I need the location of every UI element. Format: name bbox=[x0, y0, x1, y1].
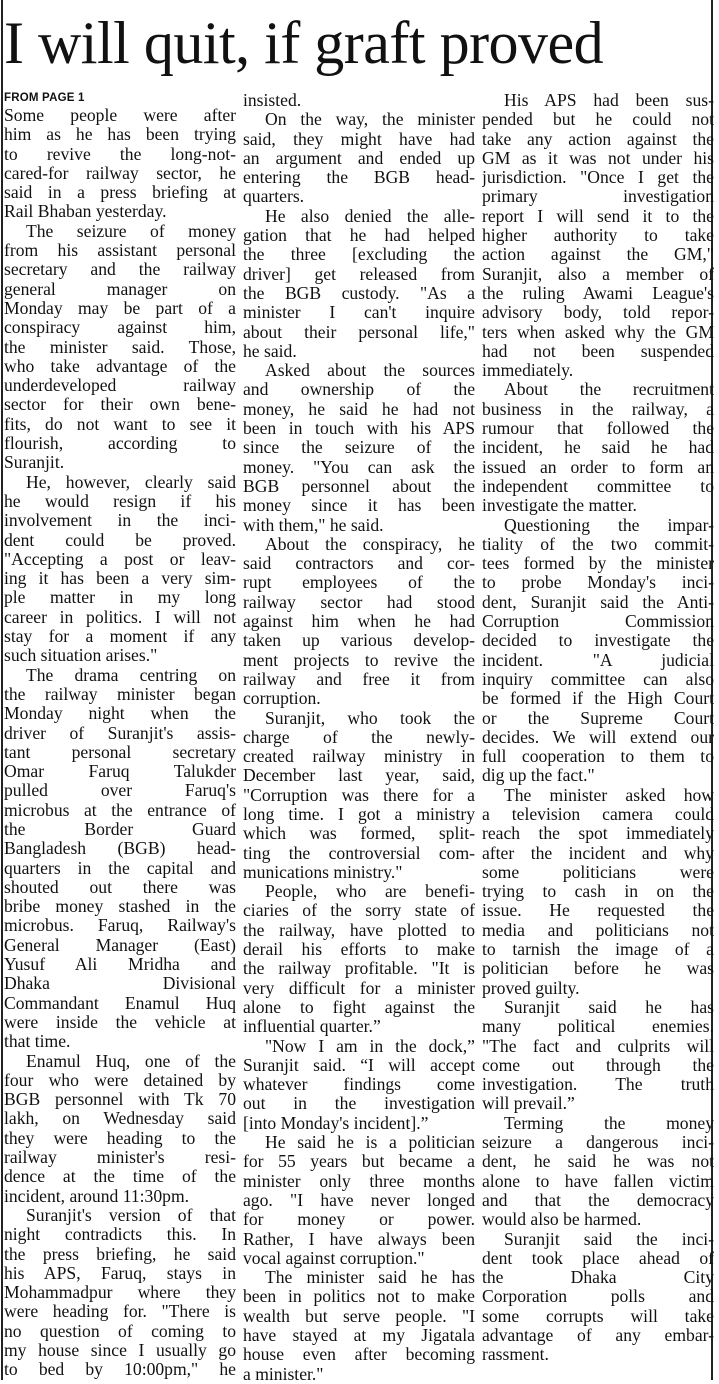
text-line: that time. bbox=[4, 1032, 71, 1052]
article-column-1 bbox=[4, 91, 236, 1380]
text-line: influential quarter.” bbox=[243, 1017, 381, 1037]
text-line: His APS had been sus- bbox=[504, 91, 714, 110]
text-line: bribe money stashed in the bbox=[4, 897, 236, 917]
text-line: him as he has been trying bbox=[4, 125, 236, 145]
text-line: Rail Bhaban yesterday. bbox=[4, 202, 167, 222]
text-line: reach the spot immediately bbox=[482, 824, 714, 844]
article-paragraph bbox=[243, 709, 475, 883]
text-line: to tarnish the image of a bbox=[482, 940, 714, 960]
text-line: media and politicians not bbox=[482, 920, 714, 940]
text-line: GM as it was not under his bbox=[482, 148, 714, 168]
text-line: immediately. bbox=[482, 361, 574, 381]
column-body bbox=[243, 91, 475, 1384]
text-line: stay for a moment if any bbox=[4, 627, 236, 647]
text-line: such situation arises." bbox=[4, 646, 158, 666]
text-line: money, he said he had not bbox=[243, 399, 475, 419]
text-line: some corrupts will take bbox=[482, 1306, 714, 1326]
text-line: He also denied the alle- bbox=[265, 206, 475, 226]
text-line: "Now I am in the dock,” bbox=[265, 1036, 475, 1056]
article-paragraph bbox=[243, 1268, 475, 1384]
article-paragraph bbox=[243, 1037, 475, 1133]
article-paragraph bbox=[4, 1052, 236, 1206]
article-column-3 bbox=[482, 91, 714, 1365]
text-line: Suranjit. bbox=[4, 453, 65, 473]
text-line: The seizure of money bbox=[26, 221, 236, 241]
text-line: be formed if the High Court bbox=[482, 689, 714, 709]
text-line: career in politics. I will not bbox=[4, 607, 236, 627]
article-paragraph bbox=[482, 998, 714, 1114]
text-line: have stayed at my Jigatala bbox=[243, 1326, 475, 1345]
text-line: the Dhaka City bbox=[482, 1268, 714, 1288]
text-line: dent, he said he was not bbox=[482, 1152, 714, 1172]
text-line: General Manager (East) bbox=[4, 935, 236, 955]
text-line: since the seizure of the bbox=[243, 438, 475, 458]
text-line: were heading for. "There is bbox=[4, 1302, 236, 1322]
text-line: flourish, according to bbox=[4, 434, 236, 454]
text-line: my house since I usually go bbox=[4, 1341, 236, 1360]
text-line: The drama centring on bbox=[26, 665, 236, 685]
text-line: Suranjit, who took the bbox=[265, 708, 475, 728]
text-line: incident. "A judicial bbox=[482, 650, 714, 670]
text-line: advantage of any embar- bbox=[482, 1326, 714, 1345]
article-paragraph bbox=[4, 473, 236, 666]
text-line: about their personal life," bbox=[243, 322, 475, 342]
text-line: derail his efforts to make bbox=[243, 940, 475, 960]
text-line: for money or power. bbox=[243, 1210, 475, 1230]
text-line: and ownership of the bbox=[243, 380, 475, 400]
text-line: a television camera could bbox=[482, 804, 714, 824]
text-line: minister only three months bbox=[243, 1171, 475, 1191]
text-line: Suranjit's version of that bbox=[26, 1205, 236, 1225]
text-line: his APS, Faruq, stays in bbox=[4, 1263, 236, 1283]
text-line: Omar Faruq Talukder bbox=[4, 762, 236, 782]
text-line: quarters in the capital and bbox=[4, 858, 236, 878]
text-line: to bed by 10:00pm," he bbox=[4, 1360, 236, 1380]
article-paragraph bbox=[243, 535, 475, 709]
text-line: driver] get released from bbox=[243, 264, 475, 284]
text-line: inquiry committee can also bbox=[482, 669, 714, 689]
text-line: trying to cash in on the bbox=[482, 882, 714, 902]
text-line: Corporation polls and bbox=[482, 1287, 714, 1307]
text-line: full cooperation to them to bbox=[482, 747, 714, 767]
text-line: munications ministry." bbox=[243, 862, 403, 882]
text-line: money since it has been bbox=[243, 496, 475, 516]
text-line: Terming the money bbox=[504, 1113, 714, 1133]
text-line: very difficult for a minister bbox=[243, 978, 475, 998]
article-paragraph bbox=[482, 91, 714, 380]
text-line: insisted. bbox=[243, 91, 302, 110]
headline: I will quit, if graft proved bbox=[4, 10, 604, 76]
text-line: will prevail.” bbox=[482, 1094, 575, 1114]
text-line: "Accepting a post or leav- bbox=[4, 549, 236, 569]
text-line: wealth but serve people. "I bbox=[243, 1306, 475, 1326]
text-line: take any action against the bbox=[482, 129, 714, 149]
text-line: BGB personnel about the bbox=[243, 476, 475, 496]
article-paragraph bbox=[4, 666, 236, 1052]
text-line: cared-for railway sector, he bbox=[4, 163, 236, 183]
text-line: involvement in the inci- bbox=[4, 511, 236, 531]
text-line: Mohammadpur where they bbox=[4, 1283, 236, 1303]
text-line: would also be harmed. bbox=[482, 1210, 642, 1230]
text-line: advisory body, told repor- bbox=[482, 303, 714, 323]
text-line: railway and free it from bbox=[243, 669, 475, 689]
text-line: been in touch with his APS bbox=[243, 419, 475, 439]
text-line: for 55 years but became a bbox=[243, 1152, 475, 1172]
text-line: ing it has been a very sim- bbox=[4, 569, 236, 589]
article-paragraph bbox=[243, 91, 475, 110]
text-line: railway sector had stood bbox=[243, 592, 475, 612]
text-line: dent took place ahead of bbox=[482, 1248, 714, 1268]
text-line: rumour that followed the bbox=[482, 419, 714, 439]
text-line: "The fact and culprits will bbox=[482, 1036, 714, 1056]
text-line: Monday may be part of a bbox=[4, 298, 236, 318]
article-paragraph bbox=[243, 110, 475, 206]
text-line: said contractors and cor- bbox=[243, 554, 475, 574]
text-line: microbus. Faruq, Railway's bbox=[4, 916, 236, 936]
text-line: four who were detained by bbox=[4, 1070, 236, 1090]
text-line: investigate the matter. bbox=[482, 496, 637, 516]
text-line: report I will send it to the bbox=[482, 206, 714, 226]
text-line: the ruling Awami League's bbox=[482, 283, 714, 303]
text-line: sector for their own bene- bbox=[4, 395, 236, 415]
text-line: which was formed, split- bbox=[243, 824, 475, 844]
text-line: the BGB custody. "As a bbox=[243, 283, 475, 303]
article-paragraph bbox=[482, 786, 714, 998]
text-line: the railway profitable. "It is bbox=[243, 959, 475, 979]
text-line: Some people were after bbox=[4, 106, 236, 125]
text-line: an argument and ended up bbox=[243, 148, 475, 168]
text-line: higher authority to take bbox=[482, 226, 714, 246]
text-line: dent, Suranjit said the Anti- bbox=[482, 592, 714, 612]
text-line: proved guilty. bbox=[482, 978, 580, 998]
text-line: business in the railway, a bbox=[482, 399, 714, 419]
text-line: been in politics not to make bbox=[243, 1287, 475, 1307]
text-line: Enamul Huq, one of the bbox=[26, 1051, 236, 1071]
text-line: People, who are benefi- bbox=[265, 882, 475, 902]
text-line: The minister asked how bbox=[504, 785, 714, 805]
text-line: politician before he was bbox=[482, 959, 714, 979]
text-line: issue. He requested the bbox=[482, 901, 714, 921]
text-line: incident, he said he had bbox=[482, 438, 714, 458]
text-line: rupt employees of the bbox=[243, 573, 475, 593]
text-line: money. "You can ask the bbox=[243, 457, 475, 477]
text-line: pended but he could not bbox=[482, 110, 714, 130]
text-line: whatever findings come bbox=[243, 1075, 475, 1095]
article-paragraph bbox=[243, 207, 475, 361]
text-line: ciaries of the sorry state of bbox=[243, 901, 475, 921]
text-line: house even after becoming bbox=[243, 1345, 475, 1365]
text-line: he would resign if his bbox=[4, 491, 236, 511]
text-line: out in the investigation bbox=[243, 1094, 475, 1114]
text-line: who take advantage of the bbox=[4, 356, 236, 376]
text-line: the press briefing, he said bbox=[4, 1244, 236, 1264]
text-line: with them," he said. bbox=[243, 515, 384, 535]
text-line: shouted out there was bbox=[4, 877, 236, 897]
text-line: About the recruitment bbox=[504, 380, 714, 400]
column-body bbox=[4, 106, 236, 1380]
text-line: the three [excluding the bbox=[243, 245, 475, 265]
text-line: ting the controversial com- bbox=[243, 843, 475, 863]
article-paragraph bbox=[243, 1133, 475, 1268]
text-line: a minister." bbox=[243, 1364, 324, 1384]
text-line: investigation. The truth bbox=[482, 1075, 714, 1095]
text-line: ple matter in my long bbox=[4, 588, 236, 608]
article-paragraph bbox=[482, 1114, 714, 1230]
text-line: Monday night when the bbox=[4, 704, 236, 724]
text-line: Bangladesh (BGB) head- bbox=[4, 839, 236, 859]
text-line: microbus at the entrance of bbox=[4, 800, 236, 820]
article-paragraph bbox=[482, 516, 714, 786]
text-line: alone to have fallen victim bbox=[482, 1171, 714, 1191]
text-line: many political enemies. bbox=[482, 1017, 714, 1037]
text-line: were inside the vehicle at bbox=[4, 1012, 236, 1032]
article-paragraph bbox=[4, 106, 236, 222]
text-line: independent committee to bbox=[482, 476, 714, 496]
text-line: general manager on bbox=[4, 279, 236, 299]
text-line: Commandant Enamul Huq bbox=[4, 993, 236, 1013]
text-line: said in a press briefing at bbox=[4, 183, 236, 203]
text-line: tant personal secretary bbox=[4, 742, 236, 762]
text-line: issued an order to form an bbox=[482, 457, 714, 477]
text-line: vocal against corruption." bbox=[243, 1248, 425, 1268]
text-line: charge of the newly- bbox=[243, 727, 475, 747]
article-paragraph bbox=[4, 222, 236, 473]
text-line: the Border Guard bbox=[4, 819, 236, 839]
text-line: ago. "I have never longed bbox=[243, 1190, 475, 1210]
text-line: Suranjit, also a member of bbox=[482, 264, 714, 284]
text-line: said, they might have had bbox=[243, 129, 475, 149]
text-line: fits, do not want to see it bbox=[4, 414, 236, 434]
text-line: after the incident and why bbox=[482, 843, 714, 863]
text-line: BGB personnel with Tk 70 bbox=[4, 1090, 236, 1110]
text-line: conspiracy against him, bbox=[4, 318, 236, 338]
text-line: Yusuf Ali Mridha and bbox=[4, 955, 236, 975]
text-line: night contradicts this. In bbox=[4, 1225, 236, 1245]
text-line: he said. bbox=[243, 341, 297, 361]
text-line: quarters. bbox=[243, 187, 305, 207]
text-line: no question of coming to bbox=[4, 1321, 236, 1341]
text-line: About the conspiracy, he bbox=[265, 534, 475, 554]
text-line: gation that he had helped bbox=[243, 226, 475, 246]
text-line: railway minister's resi- bbox=[4, 1148, 236, 1168]
text-line: to probe Monday's inci- bbox=[482, 573, 714, 593]
text-line: they were heading to the bbox=[4, 1128, 236, 1148]
text-line: [into Monday's incident].” bbox=[243, 1113, 429, 1133]
text-line: The minister said he has bbox=[265, 1268, 475, 1288]
text-line: come out through the bbox=[482, 1055, 714, 1075]
text-line: Rather, I have always been bbox=[243, 1229, 475, 1249]
text-line: underdeveloped railway bbox=[4, 376, 236, 396]
article-paragraph bbox=[243, 882, 475, 1036]
text-line: Suranjit said. “I will accept bbox=[243, 1055, 475, 1075]
article-paragraph bbox=[4, 1206, 236, 1380]
text-line: or the Supreme Court bbox=[482, 708, 714, 728]
text-line: secretary and the railway bbox=[4, 260, 236, 280]
text-line: December last year, said, bbox=[243, 766, 475, 786]
article-column-2 bbox=[243, 91, 475, 1384]
text-line: Corruption Commission bbox=[482, 612, 714, 632]
text-line: to revive the long-not- bbox=[4, 144, 236, 164]
from-page-kicker: FROM PAGE 1 bbox=[4, 92, 85, 104]
text-line: seizure a dangerous inci- bbox=[482, 1133, 714, 1153]
text-line: from his assistant personal bbox=[4, 241, 236, 261]
text-line: driver of Suranjit's assis- bbox=[4, 723, 236, 743]
text-line: and that the democracy bbox=[482, 1190, 714, 1210]
text-line: had not been suspended bbox=[482, 341, 714, 361]
text-line: primary investigation bbox=[482, 187, 714, 207]
text-line: incident, around 11:30pm. bbox=[4, 1186, 190, 1206]
text-line: He, however, clearly said bbox=[26, 472, 236, 492]
text-line: Dhaka Divisional bbox=[4, 974, 236, 994]
text-line: Suranjit said the inci- bbox=[504, 1229, 714, 1249]
text-line: ters when asked why the GM bbox=[482, 322, 714, 342]
text-line: the railway minister began bbox=[4, 684, 236, 704]
text-line: alone to fight against the bbox=[243, 997, 475, 1017]
article-paragraph bbox=[482, 380, 714, 515]
text-line: jurisdiction. "Once I get the bbox=[482, 168, 714, 188]
text-line: taken up various develop- bbox=[243, 631, 475, 651]
text-line: decides. We will extend our bbox=[482, 727, 714, 747]
text-line: minister I can't inquire bbox=[243, 303, 475, 323]
text-line: entering the BGB head- bbox=[243, 168, 475, 188]
text-line: long time. I got a ministry bbox=[243, 804, 475, 824]
text-line: rassment. bbox=[482, 1345, 549, 1365]
text-line: action against the GM," bbox=[482, 245, 714, 265]
text-line: the railway, have plotted to bbox=[243, 920, 475, 940]
text-line: tees formed by the minister bbox=[482, 554, 714, 574]
text-line: Suranjit said he has bbox=[504, 997, 714, 1017]
text-line: corruption. bbox=[243, 689, 321, 709]
text-line: some politicians were bbox=[482, 862, 714, 882]
column-body bbox=[482, 91, 714, 1365]
text-line: dent could be proved. bbox=[4, 530, 236, 550]
text-line: the minister said. Those, bbox=[4, 337, 236, 357]
article-paragraph bbox=[482, 1230, 714, 1365]
text-line: Questioning the impar- bbox=[504, 515, 714, 535]
text-line: He said he is a politician bbox=[265, 1133, 475, 1153]
text-line: against him when he had bbox=[243, 612, 475, 632]
text-line: pulled over Faruq's bbox=[4, 781, 236, 801]
text-line: "Corruption was there for a bbox=[243, 785, 475, 805]
article-paragraph bbox=[243, 361, 475, 535]
text-line: created railway ministry in bbox=[243, 747, 475, 767]
text-line: Asked about the sources bbox=[265, 361, 475, 381]
text-line: ment projects to revive the bbox=[243, 650, 475, 670]
text-line: lakh, on Wednesday said bbox=[4, 1109, 236, 1129]
text-line: On the way, the minister bbox=[265, 110, 475, 130]
text-line: dence at the time of the bbox=[4, 1167, 236, 1187]
text-line: decided to investigate the bbox=[482, 631, 714, 651]
text-line: dig up the fact." bbox=[482, 766, 595, 786]
text-line: tiality of the two commit- bbox=[482, 534, 714, 554]
